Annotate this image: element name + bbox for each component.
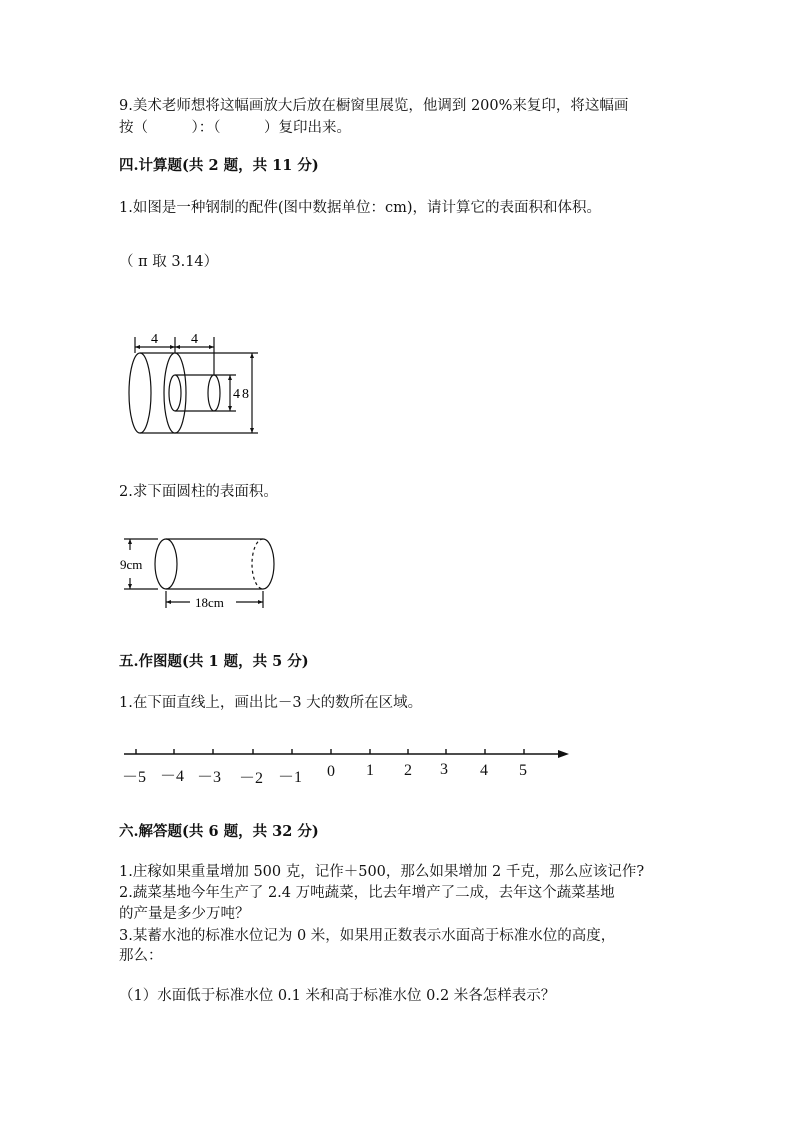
tick-label-5: 5 [519,762,527,779]
dim-a-label: 4 [151,332,158,347]
s5-q1-text: 1.在下面直线上，画出比－3 大的数所在区域。 [119,695,423,711]
steel-part-diagram [118,325,268,440]
tick-label-neg2: －2 [239,770,264,787]
q9-line2: 按（ ）：（ ）复印出来。 [119,120,351,136]
s6-q2-line1: 2.蔬菜基地今年生产了 2.4 万吨蔬菜，比去年增产了二成，去年这个蔬菜基地 [119,885,615,901]
tick-label-4: 4 [480,762,488,779]
s6-q3-sub1: （1）水面低于标准水位 0.1 米和高于标准水位 0.2 米各怎样表示？ [119,988,556,1004]
s4-q2-text: 2.求下面圆柱的表面积。 [119,484,278,500]
tick-label-2: 2 [404,762,412,779]
number-line [118,742,573,764]
height-label: 9cm [120,557,143,572]
s6-q2-line2: 的产量是多少万吨？ [119,906,250,922]
s6-q3-line1: 3.某蓄水池的标准水位记为 0 米，如果用正数表示水面高于标准水位的高度， [119,928,616,944]
tick-label-3: 3 [440,761,448,778]
dim-inner-label: 4 [233,387,240,402]
section5-heading: 五.作图题(共 1 题，共 5 分) [119,653,309,670]
dim-outer-label: 8 [242,387,249,402]
tick-label-neg3: －3 [197,769,222,786]
s4-q1-text: 1.如图是一种钢制的配件(图中数据单位：cm)，请计算它的表面积和体积。 [119,200,602,216]
tick-label-neg4: －4 [160,768,185,785]
cylinder-diagram [118,528,283,613]
tick-label-0: 0 [327,763,335,780]
tick-label-neg1: －1 [278,769,303,786]
tick-label-1: 1 [366,762,374,779]
q9-line1: 9.美术老师想将这幅画放大后放在橱窗里展览，他调到 200%来复印，将这幅画 [119,98,629,114]
section4-heading: 四.计算题(共 2 题，共 11 分) [119,157,319,174]
dim-b-label: 4 [191,332,198,347]
s4-q1-note: （ π 取 3.14） [119,254,219,270]
section6-heading: 六.解答题(共 6 题，共 32 分) [119,823,319,840]
tick-label-neg5: －5 [122,769,147,786]
length-label: 18cm [195,595,224,610]
s6-q3-line2: 那么： [119,948,163,964]
s6-q1-text: 1.庄稼如果重量增加 500 克，记作＋500，那么如果增加 2 千克，那么应该记作? [119,864,645,880]
